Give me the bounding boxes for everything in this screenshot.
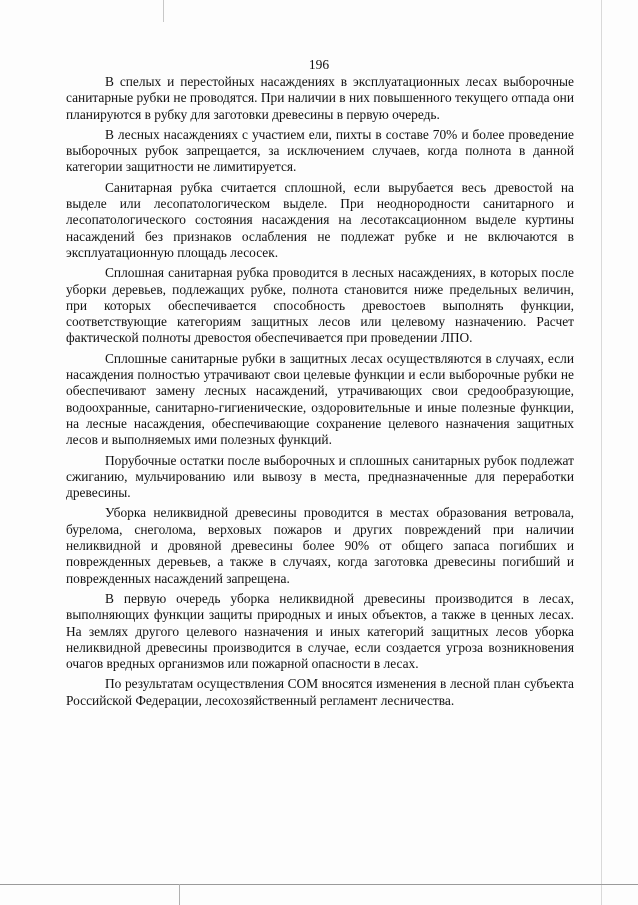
paragraph: Санитарная рубка считается сплошной, если вырубается весь древостой на выделе или лесопатологическом выделе. При неоднородности санитарного и лесопатологического состояния насаждения на лесотаксационном выделе куртины насаждений без признаков ослабления не подлежат рубке и не включаются в эксплуатационную площадь лесосек. — [66, 179, 574, 260]
paragraph: По результатам осуществления СОМ вносятся изменения в лесной план субъекта Российской Федерации, лесохозяйственный регламент лесничества. — [66, 676, 574, 708]
scan-artifact-line — [163, 0, 164, 22]
paragraph: Сплошная санитарная рубка проводится в лесных насаждениях, в которых после уборки деревьев, подлежащих рубке, полнота становится ниже предельных величин, при которых обеспечивается способность древостоев выполнять функции, соответствующие категориям защитных лесов или целевому назначению. Расчет фактической полноты древостоя обеспечивается при проведении ЛПО. — [66, 265, 574, 346]
scan-artifact-line — [0, 884, 638, 885]
paragraph: В спелых и перестойных насаждениях в эксплуатационных лесах выборочные санитарные рубки не проводятся. При наличии в них повышенного текущего отпада они планируются в рубку для заготовки древесины в первую очередь. — [66, 74, 574, 122]
paragraph: Уборка неликвидной древесины проводится в местах образования ветровала, бурелома, снеголома, верховых пожаров и других повреждений при наличии неликвидной и дровяной древесины более 90% от общего запаса погибших и поврежденных деревьев, а также в случаях, когда заготовка древесины погибший и поврежденных насаждений запрещена. — [66, 505, 574, 586]
paragraph: Порубочные остатки после выборочных и сплошных санитарных рубок подлежат сжиганию, мульчированию или вывозу в места, предназначенные для переработки древесины. — [66, 452, 574, 501]
paragraph: Сплошные санитарные рубки в защитных лесах осуществляются в случаях, если насаждения полностью утрачивают свои целевые функции и если выборочные рубки не обеспечивают замену лесных насаждений, утрачивающих свои средообразующие, водоохранные, санитарно-гигиенические, оздоровительные и иные полезные функции, на лесные насаждения, обеспечивающие сохранение целевого назначения защитных лесов и выполняемых ими полезных функций. — [66, 350, 574, 448]
paragraph: В лесных насаждениях с участием ели, пихты в составе 70% и более проведение выборочных рубок запрещается, за исключением случаев, когда полнота в данной категории защитности не лимитируется. — [66, 126, 574, 175]
paragraph: В первую очередь уборка неликвидной древесины производится в лесах, выполняющих функции защиты природных и иных объектов, а также в ценных лесах. На землях другого целевого назначения и иных категорий защитных лесов уборка неликвидной древесины производится в случае, если создается угроза возникновения очагов вредных организмов или пожарной опасности в лесах. — [66, 590, 574, 672]
scan-artifact-line — [601, 0, 602, 905]
body-text — [66, 74, 574, 713]
page-number: 196 — [308, 57, 330, 72]
scan-artifact-line — [179, 884, 180, 905]
